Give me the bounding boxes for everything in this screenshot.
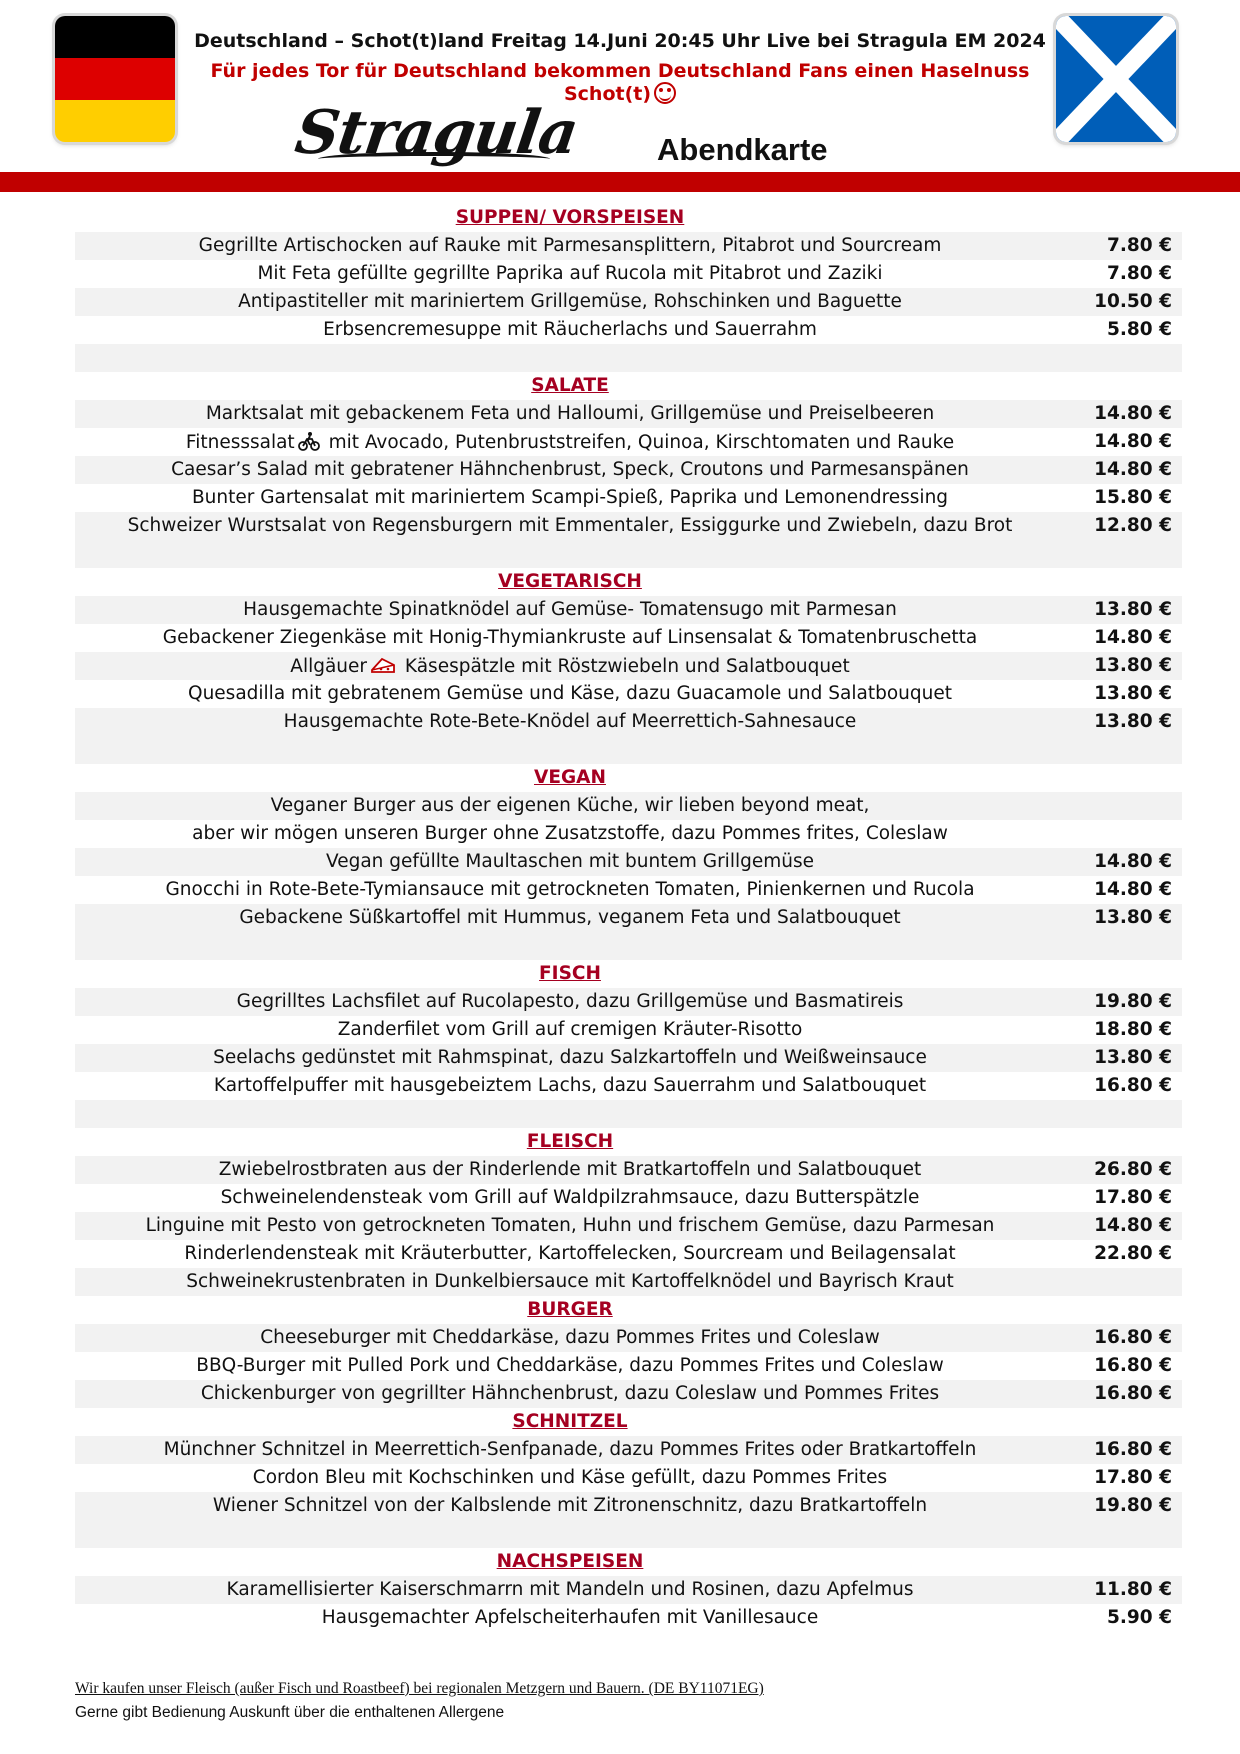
menu-item-text: Schweizer Wurstsalat von Regensburgern mit Emmentaler, Essiggurke und Zwiebeln, dazu Brot bbox=[127, 515, 1013, 536]
menu-item-description bbox=[75, 1187, 1065, 1209]
menu-item-description bbox=[75, 1327, 1065, 1349]
menu-item-row bbox=[75, 232, 1182, 260]
menu-item-description bbox=[75, 655, 1065, 681]
footer-allergen-note: Gerne gibt Bedienung Auskunft über die enthaltenen Allergene bbox=[75, 1704, 505, 1721]
category-title: SALATE bbox=[531, 375, 609, 396]
menu-item-row bbox=[75, 820, 1182, 848]
menu-item-row bbox=[75, 1380, 1182, 1408]
menu-item-description bbox=[75, 235, 1065, 257]
menu-item-price: 5.90 € bbox=[1107, 1607, 1172, 1628]
menu-item-row bbox=[75, 512, 1182, 540]
menu-item-description bbox=[75, 683, 1065, 705]
menu-item-row bbox=[75, 848, 1182, 876]
menu-item-text: Hausgemachte Spinatknödel auf Gemüse- Tomatensugo mit Parmesan bbox=[243, 599, 897, 620]
menu-item-text-continued: Käsespätzle mit Röstzwiebeln und Salatbouquet bbox=[399, 656, 850, 677]
menu-item-row bbox=[75, 1016, 1182, 1044]
menu-item-description bbox=[75, 599, 1065, 621]
menu-item-description bbox=[75, 851, 1065, 873]
scotland-flag-icon bbox=[1056, 16, 1176, 142]
section-spacer bbox=[75, 1520, 1182, 1548]
menu-item-text: Cordon Bleu mit Kochschinken und Käse gefüllt, dazu Pommes Frites bbox=[252, 1467, 888, 1488]
menu-item-price: 16.80 € bbox=[1094, 1327, 1172, 1348]
menu-item-row bbox=[75, 1212, 1182, 1240]
menu-item-description bbox=[75, 1243, 1065, 1265]
menu-item-text: Quesadilla mit gebratenem Gemüse und Käse, dazu Guacamole und Salatbouquet bbox=[188, 683, 952, 704]
menu-item-price: 7.80 € bbox=[1107, 235, 1172, 256]
menu-item-row bbox=[75, 1044, 1182, 1072]
menu-item-row bbox=[75, 1268, 1182, 1296]
menu-item-text: Linguine mit Pesto von getrockneten Tomaten, Huhn und frischem Gemüse, dazu Parmesan bbox=[145, 1215, 995, 1236]
logo-text: Stragula bbox=[291, 98, 582, 168]
menu-item-row bbox=[75, 456, 1182, 484]
menu-item-price: 13.80 € bbox=[1094, 655, 1172, 676]
menu-item-text: Seelachs gedünstet mit Rahmspinat, dazu Salzkartoffeln und Weißweinsauce bbox=[213, 1047, 927, 1068]
menu-item-row bbox=[75, 1184, 1182, 1212]
menu-item-row bbox=[75, 988, 1182, 1016]
section-spacer bbox=[75, 1100, 1182, 1128]
cheese-icon bbox=[370, 655, 396, 681]
menu-item-price: 18.80 € bbox=[1094, 1019, 1172, 1040]
menu-item-text-continued: mit Avocado, Putenbruststreifen, Quinoa, Kirschtomaten und Rauke bbox=[322, 432, 955, 453]
menu-item-price: 16.80 € bbox=[1094, 1355, 1172, 1376]
menu-item-price: 13.80 € bbox=[1094, 599, 1172, 620]
stragula-logo bbox=[291, 98, 582, 170]
smiley-icon bbox=[654, 82, 676, 104]
menu-item-text: Wiener Schnitzel von der Kalbslende mit Zitronenschnitz, dazu Bratkartoffeln bbox=[212, 1495, 928, 1516]
category-heading bbox=[75, 372, 1182, 400]
menu-item-description bbox=[75, 627, 1065, 649]
menu-item-description bbox=[75, 459, 1065, 481]
menu-item-text: Erbsencremesuppe mit Räucherlachs und Sauerrahm bbox=[323, 319, 817, 340]
header-red-bar bbox=[0, 172, 1240, 192]
category-heading bbox=[75, 1296, 1182, 1324]
section-spacer bbox=[75, 736, 1182, 764]
menu-item-text: Zwiebelrostbraten aus der Rinderlende mit Bratkartoffeln und Salatbouquet bbox=[218, 1159, 922, 1180]
menu-item-text: Schweinelendensteak vom Grill auf Waldpilzrahmsauce, dazu Butterspätzle bbox=[220, 1187, 920, 1208]
menu-item-row bbox=[75, 1072, 1182, 1100]
menu-item-text: Mit Feta gefüllte gegrillte Paprika auf Rucola mit Pitabrot und Zaziki bbox=[257, 263, 883, 284]
menu-item-price: 17.80 € bbox=[1094, 1187, 1172, 1208]
menu-item-price: 19.80 € bbox=[1094, 1495, 1172, 1516]
menu-item-price: 13.80 € bbox=[1094, 1047, 1172, 1068]
category-heading bbox=[75, 1128, 1182, 1156]
menu-item-price: 26.80 € bbox=[1094, 1159, 1172, 1180]
menu-item-description bbox=[75, 1159, 1065, 1181]
menu-item-price: 13.80 € bbox=[1094, 683, 1172, 704]
menu-item-text: Rinderlendensteak mit Kräuterbutter, Kartoffelecken, Sourcream und Beilagensalat bbox=[184, 1243, 956, 1264]
menu-item-price: 10.50 € bbox=[1094, 291, 1172, 312]
menu-item-description bbox=[75, 1019, 1065, 1041]
menu-item-description bbox=[75, 515, 1065, 537]
menu-item-price: 13.80 € bbox=[1094, 711, 1172, 732]
category-heading bbox=[75, 764, 1182, 792]
menu-item-text: Hausgemachte Rote-Bete-Knödel auf Meerrettich-Sahnesauce bbox=[283, 711, 857, 732]
germany-flag-icon bbox=[55, 16, 175, 142]
menu-item-row bbox=[75, 1352, 1182, 1380]
menu-item-description bbox=[75, 1467, 1065, 1489]
menu-item-row bbox=[75, 792, 1182, 820]
category-title: NACHSPEISEN bbox=[496, 1551, 644, 1572]
menu-item-text: Gebackene Süßkartoffel mit Hummus, veganem Feta und Salatbouquet bbox=[239, 907, 901, 928]
category-heading bbox=[75, 568, 1182, 596]
menu-item-text: Schweinekrustenbraten in Dunkelbiersauce mit Kartoffelknödel und Bayrisch Kraut bbox=[186, 1271, 954, 1292]
menu-item-text: Chickenburger von gegrillter Hähnchenbrust, dazu Coleslaw und Pommes Frites bbox=[200, 1383, 940, 1404]
menu-item-description bbox=[75, 1495, 1065, 1517]
menu-item-description bbox=[75, 263, 1065, 285]
menu-item-text: Zanderfilet vom Grill auf cremigen Kräuter-Risotto bbox=[337, 1019, 803, 1040]
event-title: Deutschland – Schot(t)land Freitag 14.Juni 20:45 Uhr Live bei Stragula EM 2024 bbox=[194, 30, 1046, 52]
menu-item-price: 13.80 € bbox=[1094, 907, 1172, 928]
menu-item-text: Gebackener Ziegenkäse mit Honig-Thymiankruste auf Linsensalat & Tomatenbruschetta bbox=[162, 627, 978, 648]
menu-item-description bbox=[75, 1271, 1065, 1293]
menu-item-price: 14.80 € bbox=[1094, 1215, 1172, 1236]
menu-item-row bbox=[75, 1604, 1182, 1632]
menu-item-row bbox=[75, 288, 1182, 316]
section-spacer bbox=[75, 932, 1182, 960]
menu-item-row bbox=[75, 484, 1182, 512]
menu-item-price: 11.80 € bbox=[1094, 1579, 1172, 1600]
category-title: SCHNITZEL bbox=[512, 1411, 628, 1432]
menu-item-row bbox=[75, 316, 1182, 344]
menu-item-row bbox=[75, 1492, 1182, 1520]
menu-item-description bbox=[75, 907, 1065, 929]
menu-item-price: 7.80 € bbox=[1107, 263, 1172, 284]
category-title: FLEISCH bbox=[526, 1131, 614, 1152]
menu-item-description bbox=[75, 1607, 1065, 1629]
menu-item-description bbox=[75, 1075, 1065, 1097]
menu-item-price: 17.80 € bbox=[1094, 1467, 1172, 1488]
category-title: VEGAN bbox=[534, 767, 606, 788]
menu-item-text: Gegrillte Artischocken auf Rauke mit Parmesansplittern, Pitabrot und Sourcream bbox=[198, 235, 942, 256]
menu-item-price: 12.80 € bbox=[1094, 515, 1172, 536]
menu-item-row bbox=[75, 428, 1182, 456]
menu-item-row bbox=[75, 876, 1182, 904]
menu-item-row bbox=[75, 400, 1182, 428]
category-title: BURGER bbox=[527, 1299, 613, 1320]
menu-item-row bbox=[75, 1436, 1182, 1464]
menu-item-price: 14.80 € bbox=[1094, 627, 1172, 648]
menu-item-row bbox=[75, 904, 1182, 932]
menu-item-row bbox=[75, 1156, 1182, 1184]
menu-item-description bbox=[75, 319, 1065, 341]
category-heading bbox=[75, 1548, 1182, 1576]
menu-item-text: Marktsalat mit gebackenem Feta und Halloumi, Grillgemüse und Preiselbeeren bbox=[205, 403, 935, 424]
menu-item-text: Antipastiteller mit mariniertem Grillgemüse, Rohschinken und Baguette bbox=[238, 291, 902, 312]
menu-item-text: Hausgemachter Apfelscheiterhaufen mit Vanillesauce bbox=[321, 1607, 819, 1628]
menu-item-description bbox=[75, 711, 1065, 733]
menu-item-price: 14.80 € bbox=[1094, 879, 1172, 900]
menu-title: Abendkarte bbox=[657, 132, 828, 167]
menu-item-row bbox=[75, 1464, 1182, 1492]
menu-item-row bbox=[75, 680, 1182, 708]
menu-item-description bbox=[75, 291, 1065, 313]
menu-item-price: 14.80 € bbox=[1094, 431, 1172, 452]
menu-item-text: Cheeseburger mit Cheddarkäse, dazu Pommes Frites und Coleslaw bbox=[260, 1327, 880, 1348]
section-spacer bbox=[75, 540, 1182, 568]
menu-item-description bbox=[75, 487, 1065, 509]
category-title: VEGETARISCH bbox=[498, 571, 642, 592]
menu-item-text: aber wir mögen unseren Burger ohne Zusatzstoffe, dazu Pommes frites, Coleslaw bbox=[192, 823, 948, 844]
menu-item-text: Gnocchi in Rote-Bete-Tymiansauce mit getrockneten Tomaten, Pinienkernen und Rucola bbox=[165, 879, 975, 900]
menu-item-row bbox=[75, 1576, 1182, 1604]
menu-item-text: Kartoffelpuffer mit hausgebeiztem Lachs, dazu Sauerrahm und Salatbouquet bbox=[213, 1075, 927, 1096]
menu-item-price: 22.80 € bbox=[1094, 1243, 1172, 1264]
category-heading bbox=[75, 204, 1182, 232]
menu-item-text: BBQ-Burger mit Pulled Pork und Cheddarkäse, dazu Pommes Frites und Coleslaw bbox=[196, 1355, 944, 1376]
footer-sourcing-note: Wir kaufen unser Fleisch (außer Fisch und Roastbeef) bei regionalen Metzgern und Bauern. (DE BY11071EG) bbox=[75, 1680, 764, 1697]
menu-item-text: Fitnesssalat bbox=[185, 432, 295, 453]
menu-item-description bbox=[75, 1579, 1065, 1601]
category-heading bbox=[75, 960, 1182, 988]
menu-item-description bbox=[75, 431, 1065, 457]
menu-item-row bbox=[75, 1240, 1182, 1268]
menu-item-description bbox=[75, 1383, 1065, 1405]
menu-item-price: 16.80 € bbox=[1094, 1075, 1172, 1096]
menu-item-price: 19.80 € bbox=[1094, 991, 1172, 1012]
menu-item-description bbox=[75, 879, 1065, 901]
menu-item-text: Münchner Schnitzel in Meerrettich-Senfpanade, dazu Pommes Frites oder Bratkartoffeln bbox=[163, 1439, 977, 1460]
menu-item-description bbox=[75, 1215, 1065, 1237]
logo-swash bbox=[318, 152, 550, 166]
menu-item-description bbox=[75, 823, 1065, 845]
menu-item-row bbox=[75, 708, 1182, 736]
menu-item-price: 14.80 € bbox=[1094, 403, 1172, 424]
menu-item-description bbox=[75, 1439, 1065, 1461]
menu-item-description bbox=[75, 1047, 1065, 1069]
menu-item-text: Allgäuer bbox=[290, 656, 368, 677]
menu-header bbox=[0, 0, 1240, 180]
menu-item-text: Veganer Burger aus der eigenen Küche, wir lieben beyond meat, bbox=[270, 795, 870, 816]
menu-item-description bbox=[75, 991, 1065, 1013]
menu-item-description bbox=[75, 1355, 1065, 1377]
menu-item-description bbox=[75, 403, 1065, 425]
menu-item-row bbox=[75, 652, 1182, 680]
menu-item-text: Bunter Gartensalat mit mariniertem Scampi-Spieß, Paprika und Lemonendressing bbox=[191, 487, 949, 508]
menu-item-text: Caesar’s Salad mit gebratener Hähnchenbrust, Speck, Croutons und Parmesanspänen bbox=[171, 459, 969, 480]
event-subtitle-text: Für jedes Tor für Deutschland bekommen Deutschland Fans einen Haselnuss Schot(t) bbox=[210, 60, 1030, 105]
menu-item-text: Gegrilltes Lachsfilet auf Rucolapesto, dazu Grillgemüse und Basmatireis bbox=[236, 991, 904, 1012]
menu-item-row bbox=[75, 260, 1182, 288]
menu-item-text: Karamellisierter Kaiserschmarrn mit Mandeln und Rosinen, dazu Apfelmus bbox=[226, 1579, 914, 1600]
menu-item-price: 5.80 € bbox=[1107, 319, 1172, 340]
menu-item-price: 14.80 € bbox=[1094, 851, 1172, 872]
cyclist-icon bbox=[298, 431, 320, 457]
menu-item-description bbox=[75, 795, 1065, 817]
menu-item-price: 15.80 € bbox=[1094, 487, 1172, 508]
category-title: FISCH bbox=[539, 963, 601, 984]
menu-item-row bbox=[75, 624, 1182, 652]
category-heading bbox=[75, 1408, 1182, 1436]
menu-item-price: 16.80 € bbox=[1094, 1439, 1172, 1460]
menu-item-price: 14.80 € bbox=[1094, 459, 1172, 480]
category-title: SUPPEN/ VORSPEISEN bbox=[455, 207, 685, 228]
menu-item-row bbox=[75, 1324, 1182, 1352]
section-spacer bbox=[75, 344, 1182, 372]
menu-list bbox=[75, 204, 1182, 1632]
menu-item-price: 16.80 € bbox=[1094, 1383, 1172, 1404]
menu-item-text: Vegan gefüllte Maultaschen mit buntem Grillgemüse bbox=[325, 851, 814, 872]
menu-item-row bbox=[75, 596, 1182, 624]
